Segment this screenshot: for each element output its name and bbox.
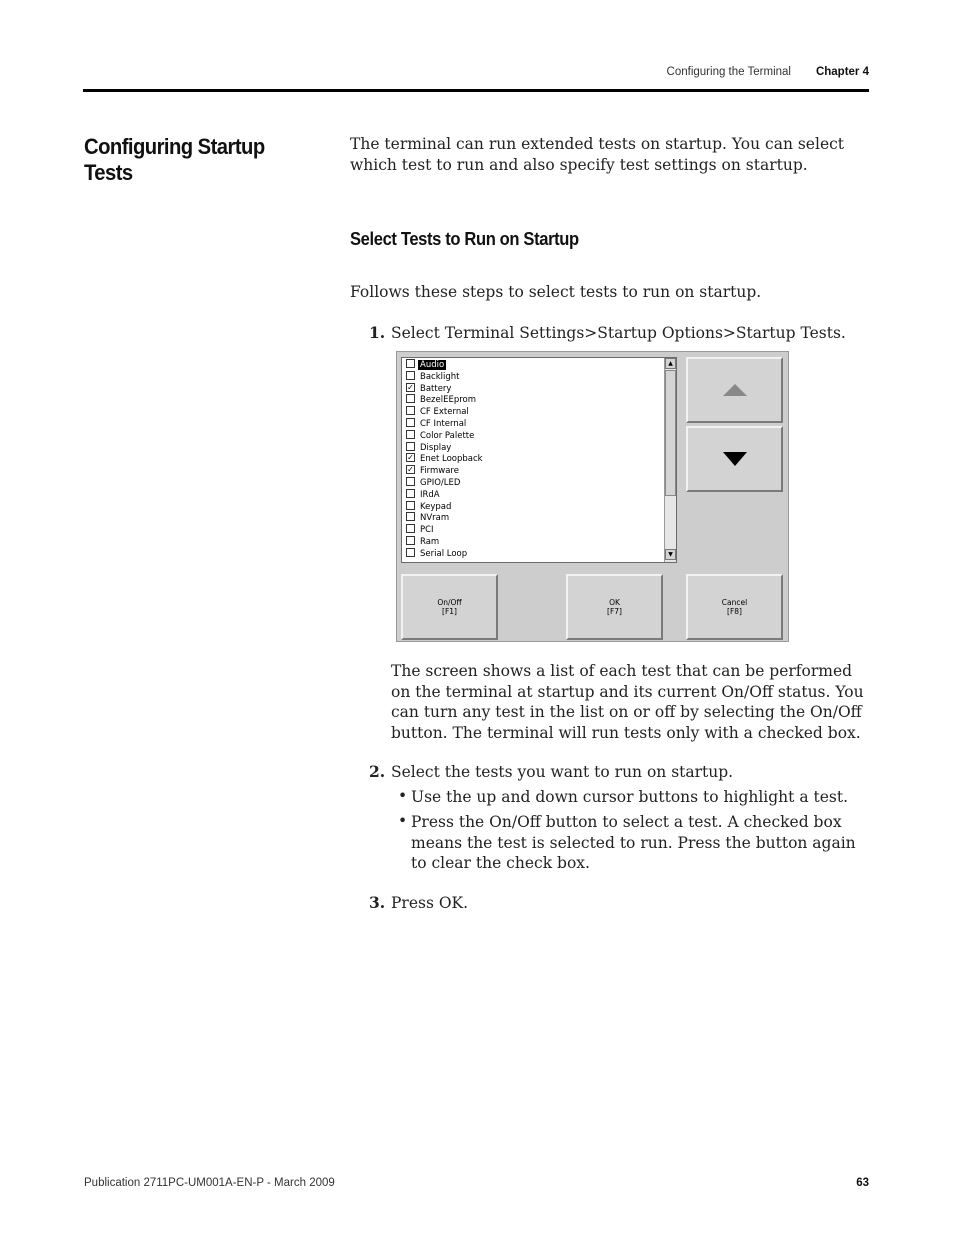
tests-listbox[interactable]	[401, 357, 677, 563]
test-list-item[interactable]	[406, 395, 478, 406]
test-list-item-label: Battery	[420, 383, 452, 394]
checkbox-icon[interactable]	[406, 489, 415, 498]
bullet-icon: •	[398, 787, 408, 805]
bullet-text: Press the On/Off button to select a test. A checked box means the test is selected to run. Press the button again to clear the check box.	[411, 813, 856, 872]
bullet-text: Use the up and down cursor buttons to highlight a test.	[411, 788, 849, 806]
test-list-item[interactable]	[406, 525, 436, 536]
scroll-up-arrow-icon[interactable]: ▲	[665, 358, 676, 369]
test-list-item-label: IRdA	[420, 489, 440, 500]
onoff-key: [F1]	[442, 607, 457, 616]
checkbox-icon[interactable]	[406, 359, 415, 368]
checkbox-checked-icon[interactable]: ✓	[407, 453, 414, 463]
test-list-item[interactable]	[406, 549, 469, 560]
bullet-icon: •	[398, 812, 408, 830]
test-list-item[interactable]	[406, 431, 476, 442]
checkbox-icon[interactable]	[406, 418, 415, 427]
test-list-item-label: CF External	[420, 407, 469, 418]
list-scrollbar[interactable]	[664, 358, 676, 562]
checkbox-icon[interactable]	[406, 477, 415, 486]
test-list-item-label: Audio	[420, 360, 445, 370]
running-header-chapter: Chapter 4	[815, 66, 869, 78]
running-header-section: Configuring the Terminal	[666, 66, 791, 78]
test-list-item-label: CF Internal	[420, 419, 467, 429]
test-list-item[interactable]	[406, 407, 471, 418]
footer-publication: Publication 2711PC-UM001A-EN-P - March 2009	[84, 1177, 335, 1189]
cancel-key: [F8]	[727, 607, 742, 616]
checkbox-icon[interactable]	[406, 501, 415, 510]
test-list-item-label: Backlight	[420, 371, 460, 382]
test-list-item-label: GPIO/LED	[420, 478, 461, 488]
cursor-up-button[interactable]	[686, 357, 783, 423]
checkbox-icon[interactable]	[406, 548, 415, 557]
test-list-item[interactable]	[406, 490, 442, 501]
test-list-item-label: Firmware	[420, 466, 459, 477]
test-list-item[interactable]	[406, 502, 453, 513]
cancel-button[interactable]	[686, 574, 783, 640]
lead-paragraph: Follows these steps to select tests to run on startup.	[350, 283, 762, 301]
test-list-item[interactable]	[406, 372, 461, 383]
arrow-down-icon	[723, 452, 747, 466]
test-list-item-label: Display	[420, 442, 452, 453]
test-list-item-label: Color Palette	[420, 430, 475, 441]
checkbox-checked-icon[interactable]: ✓	[407, 465, 414, 475]
page-number: 63	[856, 1177, 869, 1189]
scrollbar-thumb[interactable]	[665, 370, 676, 496]
test-list-item[interactable]	[406, 454, 485, 465]
arrow-up-icon	[723, 384, 747, 396]
checkbox-icon[interactable]	[406, 430, 415, 439]
scroll-down-arrow-icon[interactable]: ▼	[665, 549, 676, 560]
ok-key: [F7]	[607, 607, 622, 616]
test-list-item-label: PCI	[420, 525, 434, 536]
ok-button[interactable]	[566, 574, 663, 640]
step-text: Select the tests you want to run on startup.	[391, 763, 734, 781]
checkbox-icon[interactable]	[406, 406, 415, 415]
ok-label: OK	[609, 598, 620, 607]
test-list-item-label: Serial Loop	[420, 548, 468, 559]
test-list-item-label: Keypad	[420, 501, 452, 512]
test-list-item-label: NVram	[420, 513, 450, 524]
cursor-down-button[interactable]	[686, 426, 783, 492]
checkbox-icon[interactable]	[406, 371, 415, 380]
checkbox-icon[interactable]	[406, 536, 415, 545]
test-list-item[interactable]	[406, 478, 462, 489]
test-list-item[interactable]	[406, 360, 446, 371]
checkbox-icon[interactable]	[406, 512, 415, 521]
test-list-item-label: Enet Loopback	[420, 454, 483, 465]
section-heading: Select Tests to Run on Startup	[350, 229, 579, 249]
step-number: 2.	[369, 762, 386, 781]
onoff-label: On/Off	[437, 598, 462, 607]
test-list-item[interactable]	[406, 419, 468, 430]
step-number: 3.	[369, 893, 386, 912]
test-list-item[interactable]	[406, 443, 453, 454]
page-title: Configuring Startup Tests	[84, 134, 265, 185]
checkbox-icon[interactable]	[406, 442, 415, 451]
cancel-label: Cancel	[721, 598, 748, 607]
header-rule	[83, 89, 869, 92]
checkbox-icon[interactable]	[406, 524, 415, 533]
onoff-button[interactable]	[401, 574, 498, 640]
checkbox-icon[interactable]	[406, 394, 415, 403]
test-list-item-label: BezelEEprom	[420, 395, 477, 406]
step-text: Select Terminal Settings>Startup Options>Startup Tests.	[391, 324, 846, 342]
test-list-item[interactable]	[406, 537, 441, 548]
startup-tests-screenshot	[396, 351, 789, 642]
test-list-item[interactable]	[406, 384, 453, 395]
test-list-item[interactable]	[406, 466, 461, 477]
step-number: 1.	[369, 323, 386, 342]
intro-paragraph: The terminal can run extended tests on startup. You can select which test to run and also specify test settings on startup.	[350, 135, 845, 174]
screen-description: The screen shows a list of each test that can be performed on the terminal at startup and its current On/Off status. You can turn any test in the list on or off by selecting the On/Off button. The terminal will run tests only with a checked box.	[391, 662, 864, 742]
checkbox-checked-icon[interactable]: ✓	[407, 382, 414, 392]
step-text: Press OK.	[391, 894, 469, 912]
test-list-item-label: Ram	[420, 537, 440, 547]
test-list-item[interactable]	[406, 513, 451, 524]
